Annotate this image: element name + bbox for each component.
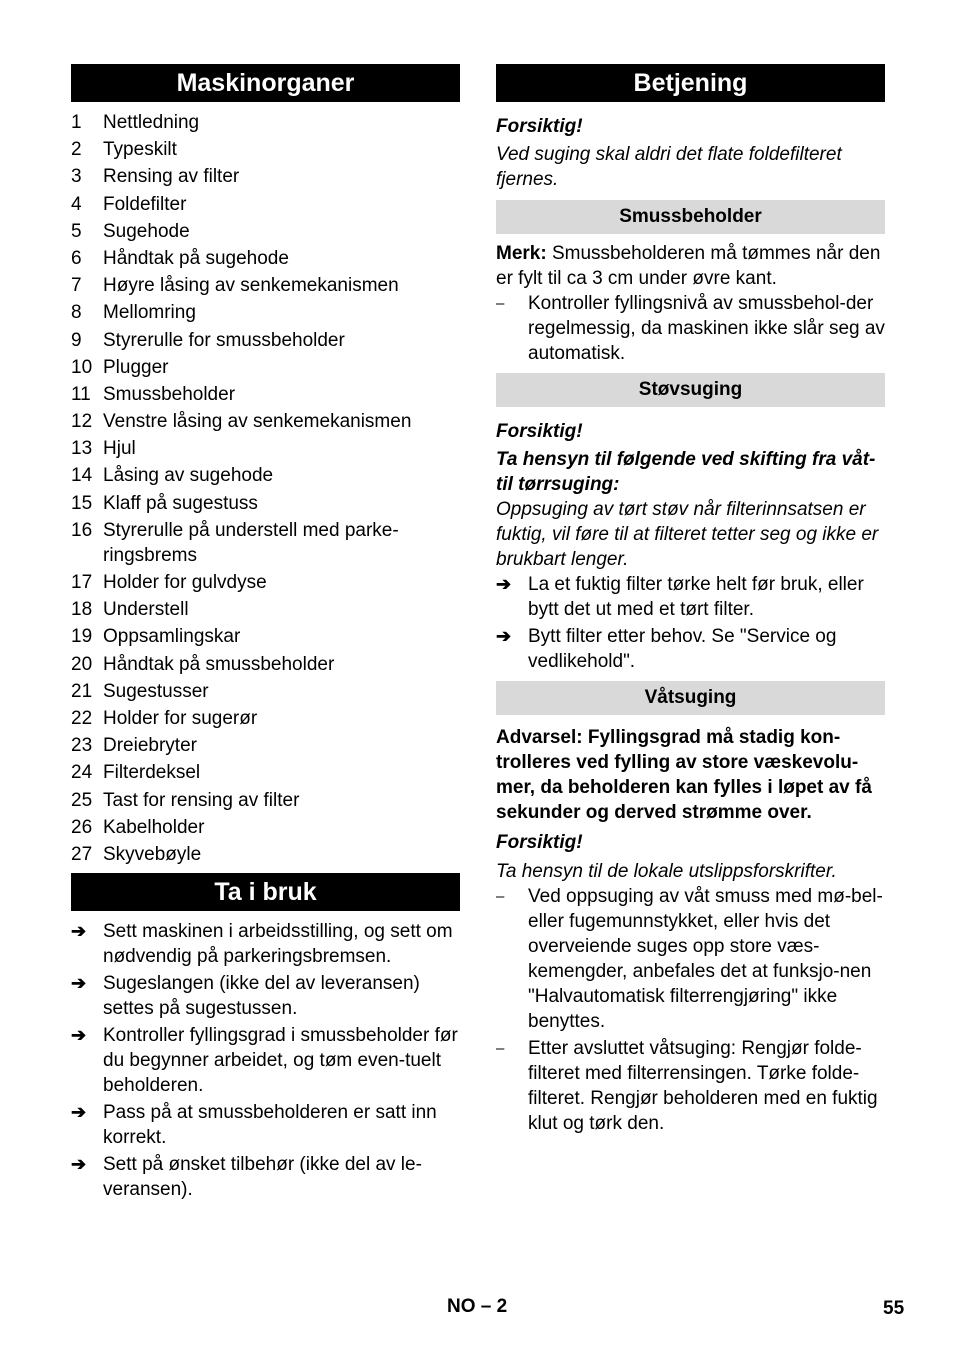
list-item: 15 Klaff på sugestuss xyxy=(71,492,258,514)
arrow-right-icon: ➔ xyxy=(71,1024,87,1045)
subsection-heading-dry-vacuuming: Støvsuging xyxy=(496,373,885,407)
list-item: 17 Holder for gulvdyse xyxy=(71,572,267,593)
arrow-right-icon: ➔ xyxy=(71,1153,87,1174)
list-item: ➔ Sett maskinen i arbeidsstilling, og sett om nødvendig på parkeringsbremsen. xyxy=(71,920,453,967)
arrow-right-icon: ➔ xyxy=(496,626,512,646)
list-item: 26 Kabelholder xyxy=(71,816,205,838)
start-steps-list xyxy=(71,919,460,1202)
list-item: 4 Foldefilter xyxy=(71,193,187,215)
list-item: ➔ Pass på at smussbeholderen er satt inn korrekt. xyxy=(71,1101,437,1148)
list-item: 24 Filterdeksel xyxy=(71,762,201,784)
list-item: 5 Sugehode xyxy=(71,220,190,242)
note-text: Smussbeholderen må tømmes når den er fylt til ca 3 cm under øvre kant. xyxy=(496,243,881,289)
caution-label: Forsiktig! xyxy=(496,116,583,137)
list-item: ➔ Kontroller fyllingsgrad i smussbeholder før du begynner arbeidet, og tøm even-tuelt beholderen. xyxy=(71,1024,458,1096)
caution-label: Forsiktig! xyxy=(496,832,583,853)
list-item: 20 Håndtak på smussbeholder xyxy=(71,653,335,675)
list-item: – Ved oppsuging av våt smuss med mø-bel- eller fugemunnstykket, eller hvis det overveiende suges opp store væs-kemengder, anbefales det at funksjo-nen "Halvautomatisk filterrengjøring" ikke benyttes. xyxy=(496,886,883,1032)
arrow-right-icon: ➔ xyxy=(496,574,512,594)
list-item: 11 Smussbeholder xyxy=(71,383,236,405)
left-column xyxy=(71,64,460,1204)
note-paragraph xyxy=(496,241,885,291)
subsection-heading-wet-vacuuming: Våtsuging xyxy=(496,681,885,715)
page-number: 55 xyxy=(883,1298,905,1319)
list-item: 9 Styrerulle for smussbeholder xyxy=(71,329,345,351)
list-item: 3 Rensing av filter xyxy=(71,166,240,188)
section-heading-operation: Betjening xyxy=(496,64,885,102)
list-item: 22 Holder for sugerør xyxy=(71,707,258,729)
list-item: 14 Låsing av sugehode xyxy=(71,465,274,487)
list-item: 7 Høyre låsing av senkemekanismen xyxy=(71,275,399,297)
parts-list xyxy=(71,110,460,867)
dirt-list xyxy=(496,291,885,366)
list-item: 1 Nettledning xyxy=(71,112,200,133)
section-page-label: NO – 2 xyxy=(447,1296,508,1317)
list-item: 21 Sugestusser xyxy=(71,680,209,702)
wet-list xyxy=(496,884,885,1136)
list-item: 16 Styrerulle på understell med parke-ringsbrems xyxy=(71,519,399,566)
list-item: – Kontroller fyllingsnivå av smussbehol-der regelmessig, da maskinen ikke slår seg av automatisk. xyxy=(496,293,885,364)
list-item: 13 Hjul xyxy=(71,438,136,460)
right-column xyxy=(496,64,885,1138)
list-item: 8 Mellomring xyxy=(71,302,196,324)
list-item: ➔ La et fuktig filter tørke helt før bruk, eller bytt det ut med et tørt filter. xyxy=(496,574,864,620)
arrow-right-icon: ➔ xyxy=(71,972,87,993)
caution-text: Ved suging skal aldri det flate foldefilteret fjernes. xyxy=(496,144,842,190)
list-item: ➔ Sugeslangen (ikke del av leveransen) settes på sugestussen. xyxy=(71,972,420,1019)
dash-bullet: – xyxy=(496,888,505,905)
dash-bullet: – xyxy=(496,1040,505,1057)
caution-label: Forsiktig! xyxy=(496,421,583,442)
arrow-right-icon: ➔ xyxy=(71,920,87,941)
arrow-right-icon: ➔ xyxy=(71,1101,87,1122)
list-item: – Etter avsluttet våtsuging: Rengjør folde-filteret med filterrensingen. Tørke folde-filteret. Rengjør beholderen med en fuktig klut og tørk den. xyxy=(496,1038,878,1134)
list-item: 19 Oppsamlingskar xyxy=(71,626,241,648)
list-item: ➔ Sett på ønsket tilbehør (ikke del av le-veransen). xyxy=(71,1153,422,1200)
list-item: ➔ Bytt filter etter behov. Se "Service og vedlikehold". xyxy=(496,626,837,672)
list-item: 23 Dreiebryter xyxy=(71,735,197,757)
dry-switch-note: Ta hensyn til følgende ved skifting fra våt- til tørrsuging: xyxy=(496,449,876,495)
dry-steps-list xyxy=(496,572,885,674)
wet-caution-text: Ta hensyn til de lokale utslippsforskrifter. xyxy=(496,861,837,882)
list-item: 27 Skyvebøyle xyxy=(71,843,202,865)
dash-bullet: – xyxy=(496,295,505,312)
list-item: 18 Understell xyxy=(71,599,189,621)
subsection-heading-dirt-container: Smussbeholder xyxy=(496,200,885,234)
list-item: 12 Venstre låsing av senkemekanismen xyxy=(71,411,412,433)
list-item: 25 Tast for rensing av filter xyxy=(71,789,300,811)
section-heading-start-up: Ta i bruk xyxy=(71,873,460,911)
section-heading-machine-parts: Maskinorganer xyxy=(71,64,460,102)
warning-text: Advarsel: Fyllingsgrad må stadig kon-trolleres ved fylling av store væskevolu-mer, da beholderen kan fylles i løpet av få sekunder og derved strømme over. xyxy=(496,727,872,823)
list-item: 6 Håndtak på sugehode xyxy=(71,247,289,269)
note-label: Merk: xyxy=(496,243,547,264)
dry-caution-text: Oppsuging av tørt støv når filterinnsatsen er fuktig, vil føre til at filteret tetter seg og ikke er brukbart lenger. xyxy=(496,499,879,570)
list-item: 10 Plugger xyxy=(71,356,169,378)
list-item: 2 Typeskilt xyxy=(71,139,177,161)
